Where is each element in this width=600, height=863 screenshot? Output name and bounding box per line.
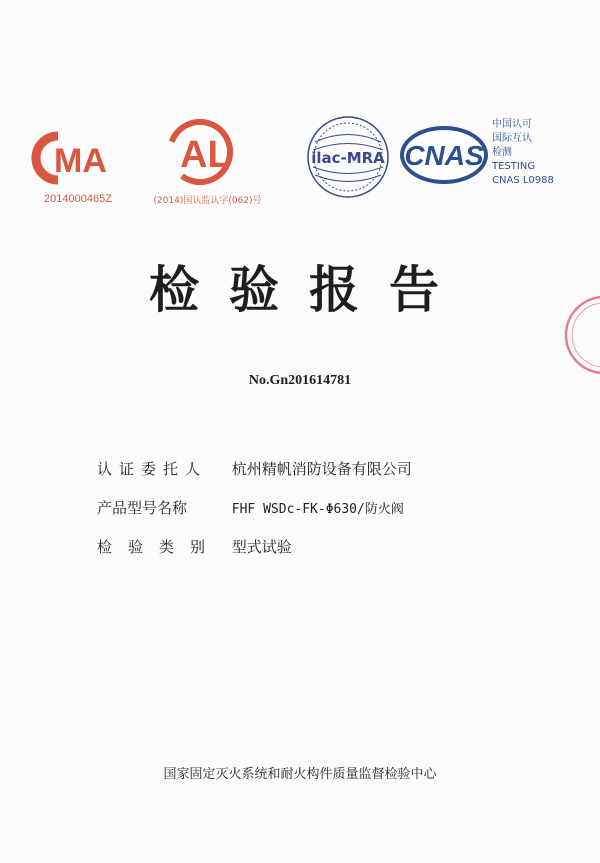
cnas-logo-text: CNAS — [404, 140, 484, 171]
report-number: No.Gn201614781 — [248, 373, 352, 388]
cnas-logo — [398, 124, 490, 186]
ilac-mra-logo — [303, 112, 393, 202]
cal-logo — [160, 117, 250, 187]
field-label: 认证委托人 — [97, 460, 208, 478]
field-row-inspection-type — [97, 536, 292, 558]
cma-logo-text: MA — [54, 142, 107, 180]
cal-certificate-code: (2014)国认监认字(062)号 — [153, 196, 262, 206]
issuing-organization: 国家固定灭火系统和耐火构件质量监督检验中心 — [163, 767, 437, 782]
field-label: 产品型号名称 — [97, 499, 188, 517]
field-value: 型式试验 — [231, 538, 292, 556]
ilac-mra-text: ilac-MRA — [311, 149, 385, 167]
cnas-line: TESTING — [492, 161, 536, 172]
cma-certificate-code: 2014000465Z — [44, 193, 112, 205]
field-value: 杭州精帆消防设备有限公司 — [231, 460, 412, 478]
field-row-client — [97, 458, 412, 480]
document-title: 检验报告 — [149, 261, 469, 319]
cnas-line: 中国认可 — [492, 119, 532, 130]
cma-logo — [28, 128, 128, 188]
field-row-product — [97, 497, 404, 519]
cnas-line: 检测 — [492, 147, 512, 158]
field-label: 检验类别 — [97, 538, 222, 556]
field-value: FHF WSDc-FK-Φ630/防火阀 — [231, 502, 404, 517]
cnas-accreditation-text — [492, 118, 554, 188]
cnas-line: CNAS L0988 — [492, 175, 554, 186]
cal-logo-text: AL — [180, 134, 231, 176]
cnas-line: 国际互认 — [492, 133, 532, 144]
